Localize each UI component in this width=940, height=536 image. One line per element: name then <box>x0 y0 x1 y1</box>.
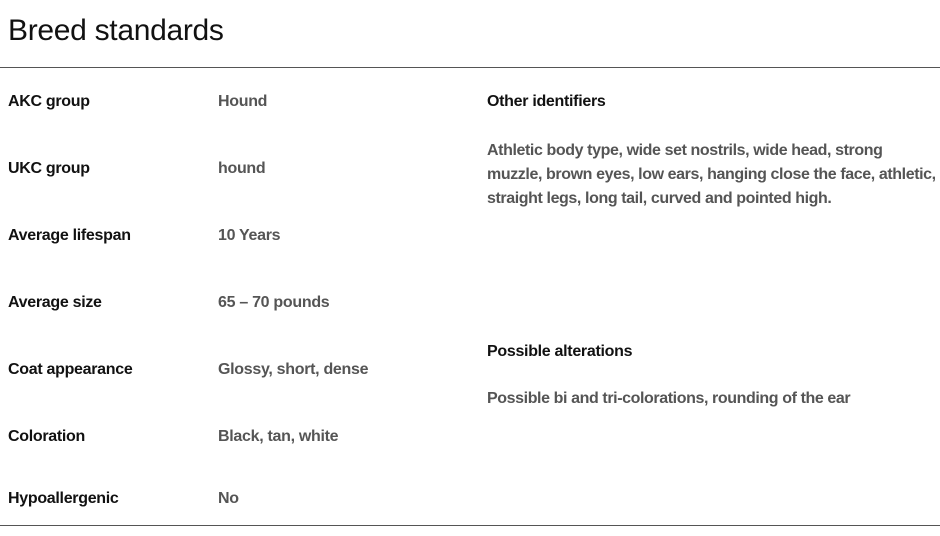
standard-label: AKC group <box>8 93 90 110</box>
standard-row-akc-group <box>8 91 468 113</box>
standard-row-average-lifespan <box>8 225 468 247</box>
other-identifiers-heading: Other identifiers <box>487 93 606 110</box>
other-identifiers-text: Athletic body type, wide set nostrils, wide head, strong muzzle, brown eyes, low ears, hanging close the face, athletic, straight legs, long tail, curved and pointed high. <box>487 142 936 207</box>
possible-alterations-heading: Possible alterations <box>487 343 633 360</box>
standard-label: Average lifespan <box>8 227 131 244</box>
bottom-divider <box>0 525 940 526</box>
standard-row-average-size <box>8 292 468 314</box>
standard-value: Hound <box>218 93 268 110</box>
standard-label: Average size <box>8 294 102 311</box>
standard-label: Hypoallergenic <box>8 490 119 507</box>
standard-label: Coloration <box>8 428 85 445</box>
page-title: Breed standards <box>8 14 224 47</box>
standard-row-coloration <box>8 426 468 448</box>
standard-value: 65 – 70 pounds <box>218 294 330 311</box>
standard-row-coat-appearance <box>8 359 468 381</box>
standard-row-ukc-group <box>8 158 468 180</box>
standard-value: No <box>218 490 239 507</box>
standard-row-hypoallergenic <box>8 488 468 510</box>
standard-value: Glossy, short, dense <box>218 361 369 378</box>
standard-value: Black, tan, white <box>218 428 339 445</box>
possible-alterations-text: Possible bi and tri-colorations, rounding of the ear <box>487 390 851 407</box>
standard-value: 10 Years <box>218 227 281 244</box>
standard-label: Coat appearance <box>8 361 133 378</box>
standard-value: hound <box>218 160 266 177</box>
standard-label: UKC group <box>8 160 90 177</box>
top-divider <box>0 67 940 68</box>
